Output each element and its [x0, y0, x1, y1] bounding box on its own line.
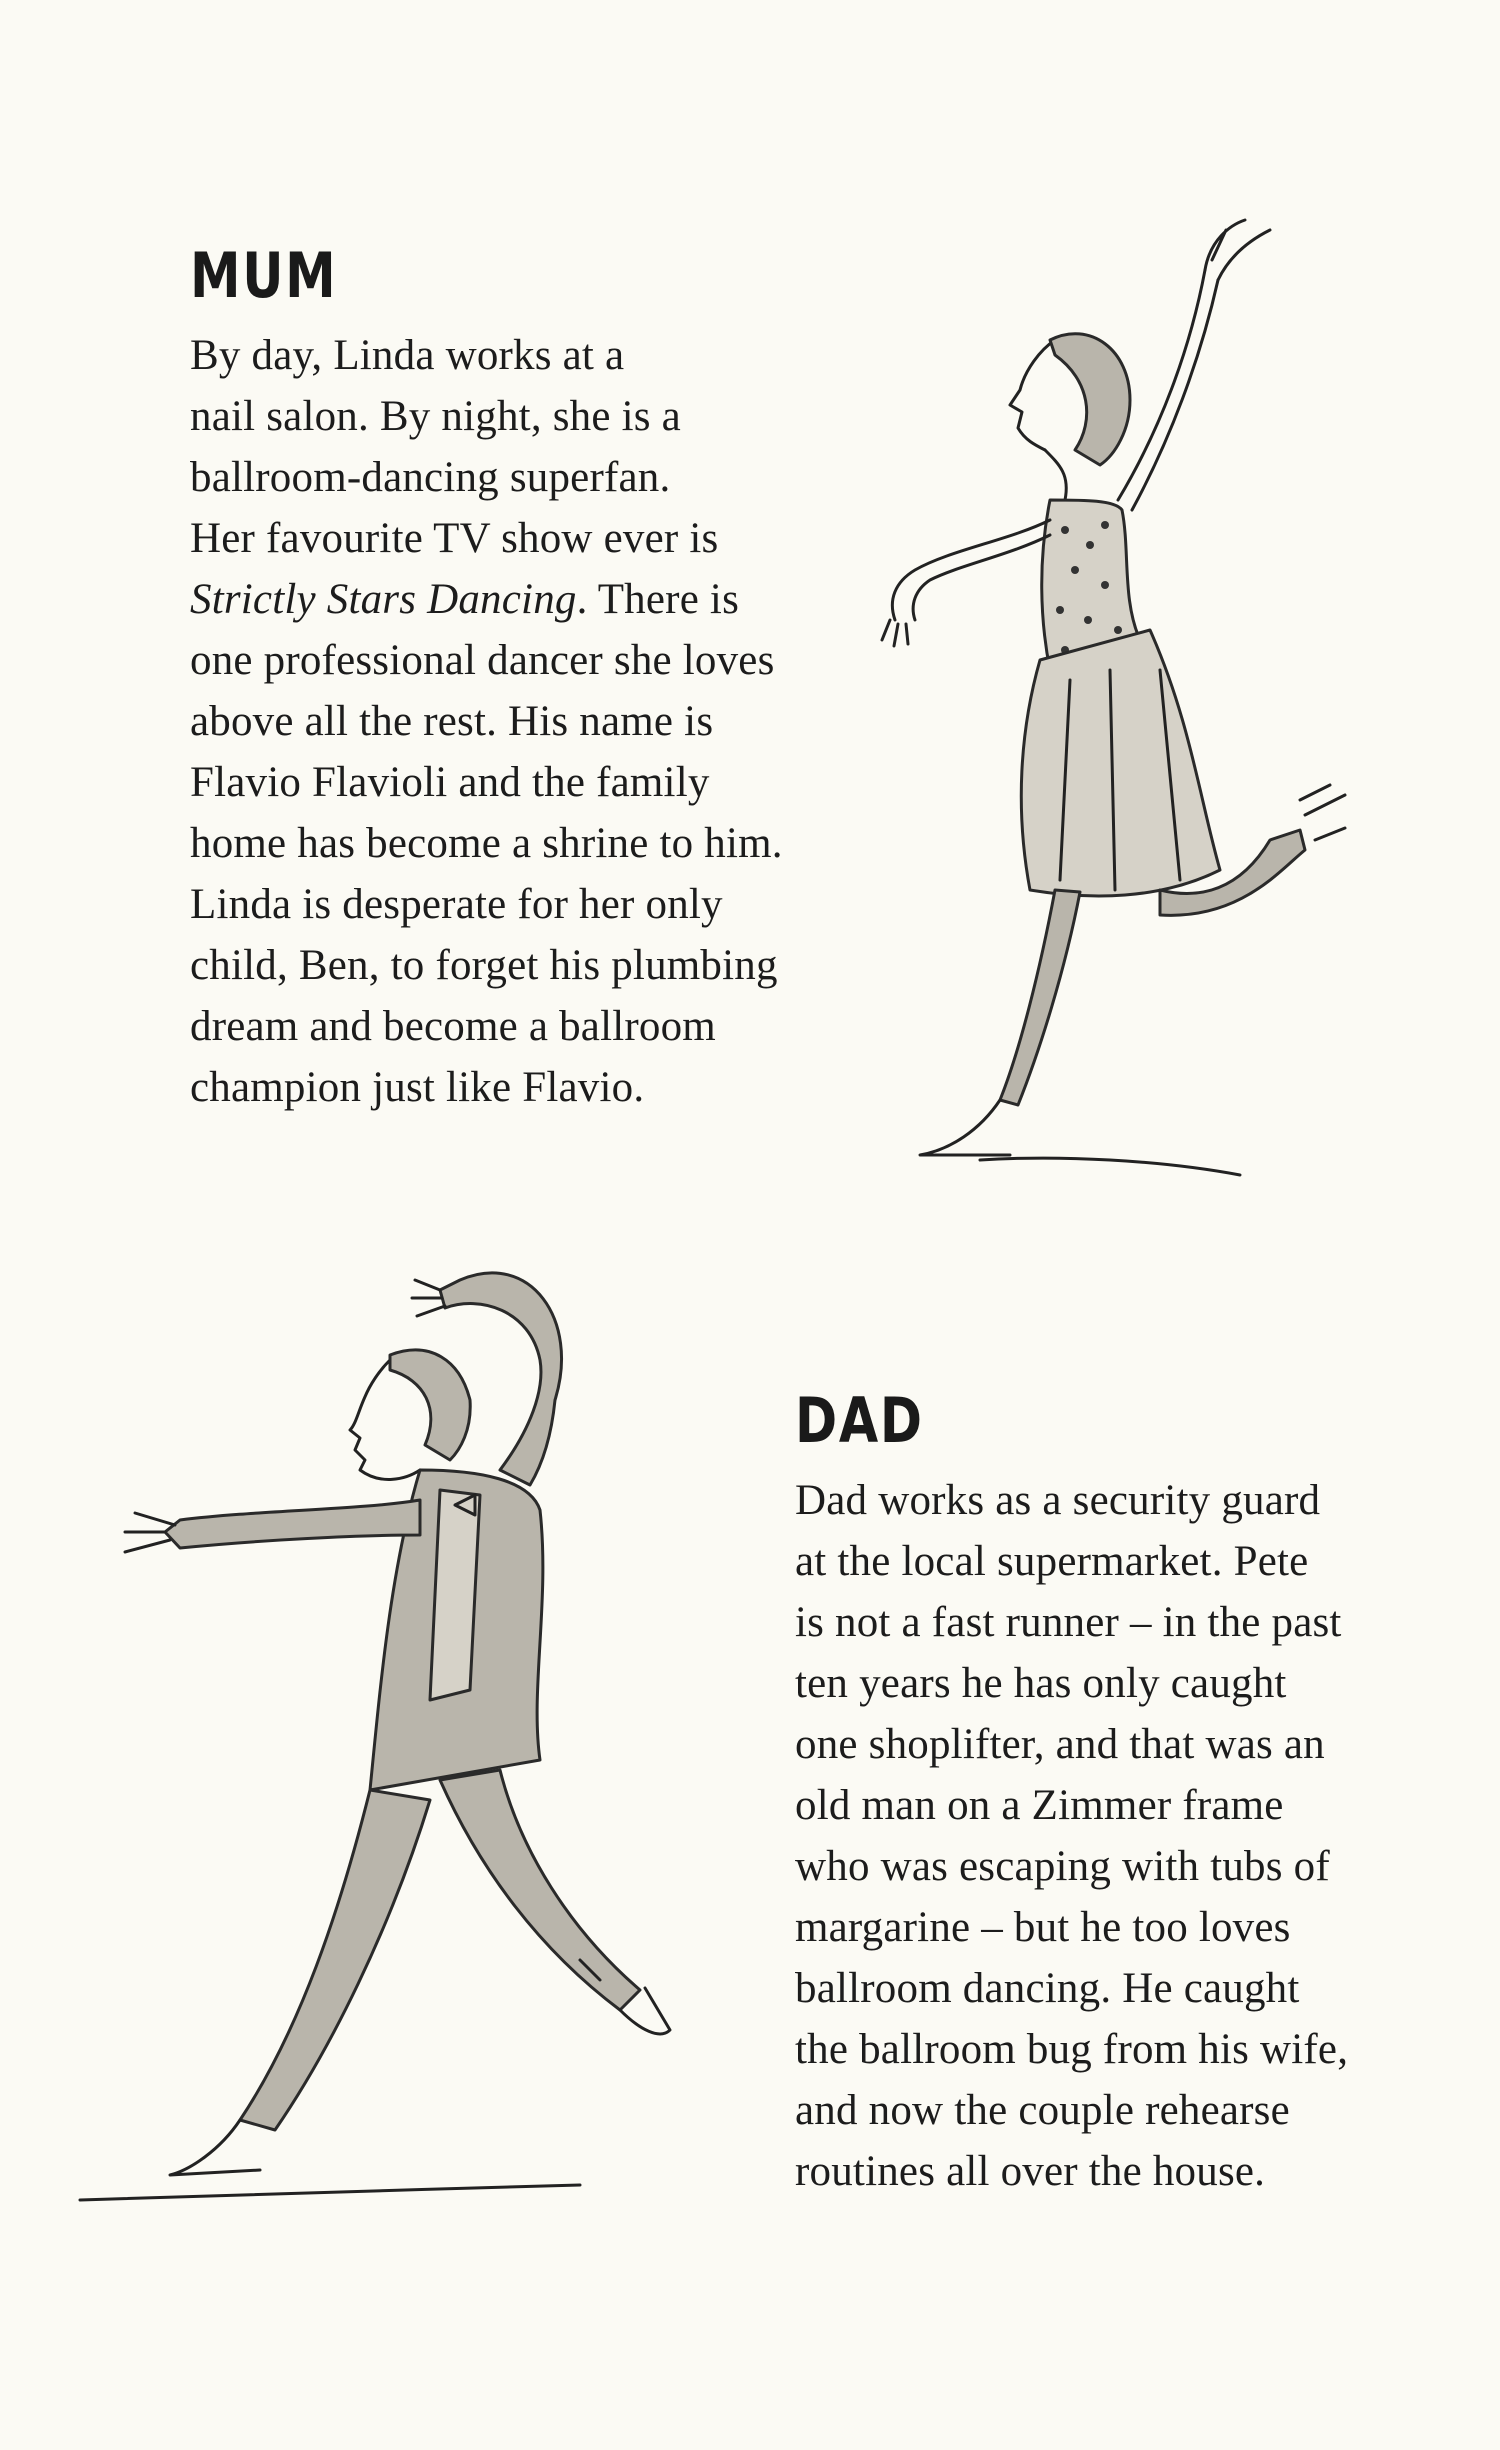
mum-line: home has become a shrine to him.	[190, 820, 783, 867]
mum-description	[190, 325, 783, 1118]
dad-line: Dad works as a security guard	[795, 1477, 1321, 1524]
dad-line: at the local supermarket. Pete	[795, 1538, 1309, 1585]
dad-line: one shoplifter, and that was an	[795, 1721, 1325, 1768]
dad-heading: DAD	[795, 1384, 924, 1457]
tv-show-title: Strictly Stars Dancing	[190, 576, 577, 623]
dad-line: ballroom dancing. He caught	[795, 1965, 1300, 2012]
mum-line: By day, Linda works at a	[190, 332, 625, 379]
mum-line-rest: . There is	[576, 576, 740, 623]
dad-line: routines all over the house.	[795, 2148, 1266, 2195]
mum-line-show-title	[190, 569, 783, 630]
mum-line: ballroom-dancing superfan.	[190, 454, 671, 501]
dad-line: ten years he has only caught	[795, 1660, 1287, 1707]
dad-description	[795, 1470, 1348, 2202]
mum-line: Linda is desperate for her only	[190, 881, 723, 928]
dad-line: who was escaping with tubs of	[795, 1843, 1330, 1890]
mum-section	[190, 239, 783, 1118]
mum-line: child, Ben, to forget his plumbing	[190, 942, 778, 989]
mum-heading: MUM	[190, 239, 338, 312]
dad-line: margarine – but he too loves	[795, 1904, 1291, 1951]
mum-line: champion just like Flavio.	[190, 1064, 645, 1111]
mum-line: Her favourite TV show ever is	[190, 515, 719, 562]
mum-line: Flavio Flavioli and the family	[190, 759, 710, 806]
dad-line: the ballroom bug from his wife,	[795, 2026, 1349, 2073]
dad-section	[795, 1384, 1349, 2202]
dad-line: is not a fast runner – in the past	[795, 1599, 1342, 1646]
dad-line: and now the couple rehearse	[795, 2087, 1290, 2134]
mum-line: dream and become a ballroom	[190, 1003, 716, 1050]
mum-line: above all the rest. His name is	[190, 698, 714, 745]
dad-line: old man on a Zimmer frame	[795, 1782, 1284, 1829]
mum-line: one professional dancer she loves	[190, 637, 775, 684]
mum-dancing-illustration	[860, 200, 1380, 1200]
dad-dancing-illustration	[60, 1270, 760, 2270]
mum-line: nail salon. By night, she is a	[190, 393, 681, 440]
